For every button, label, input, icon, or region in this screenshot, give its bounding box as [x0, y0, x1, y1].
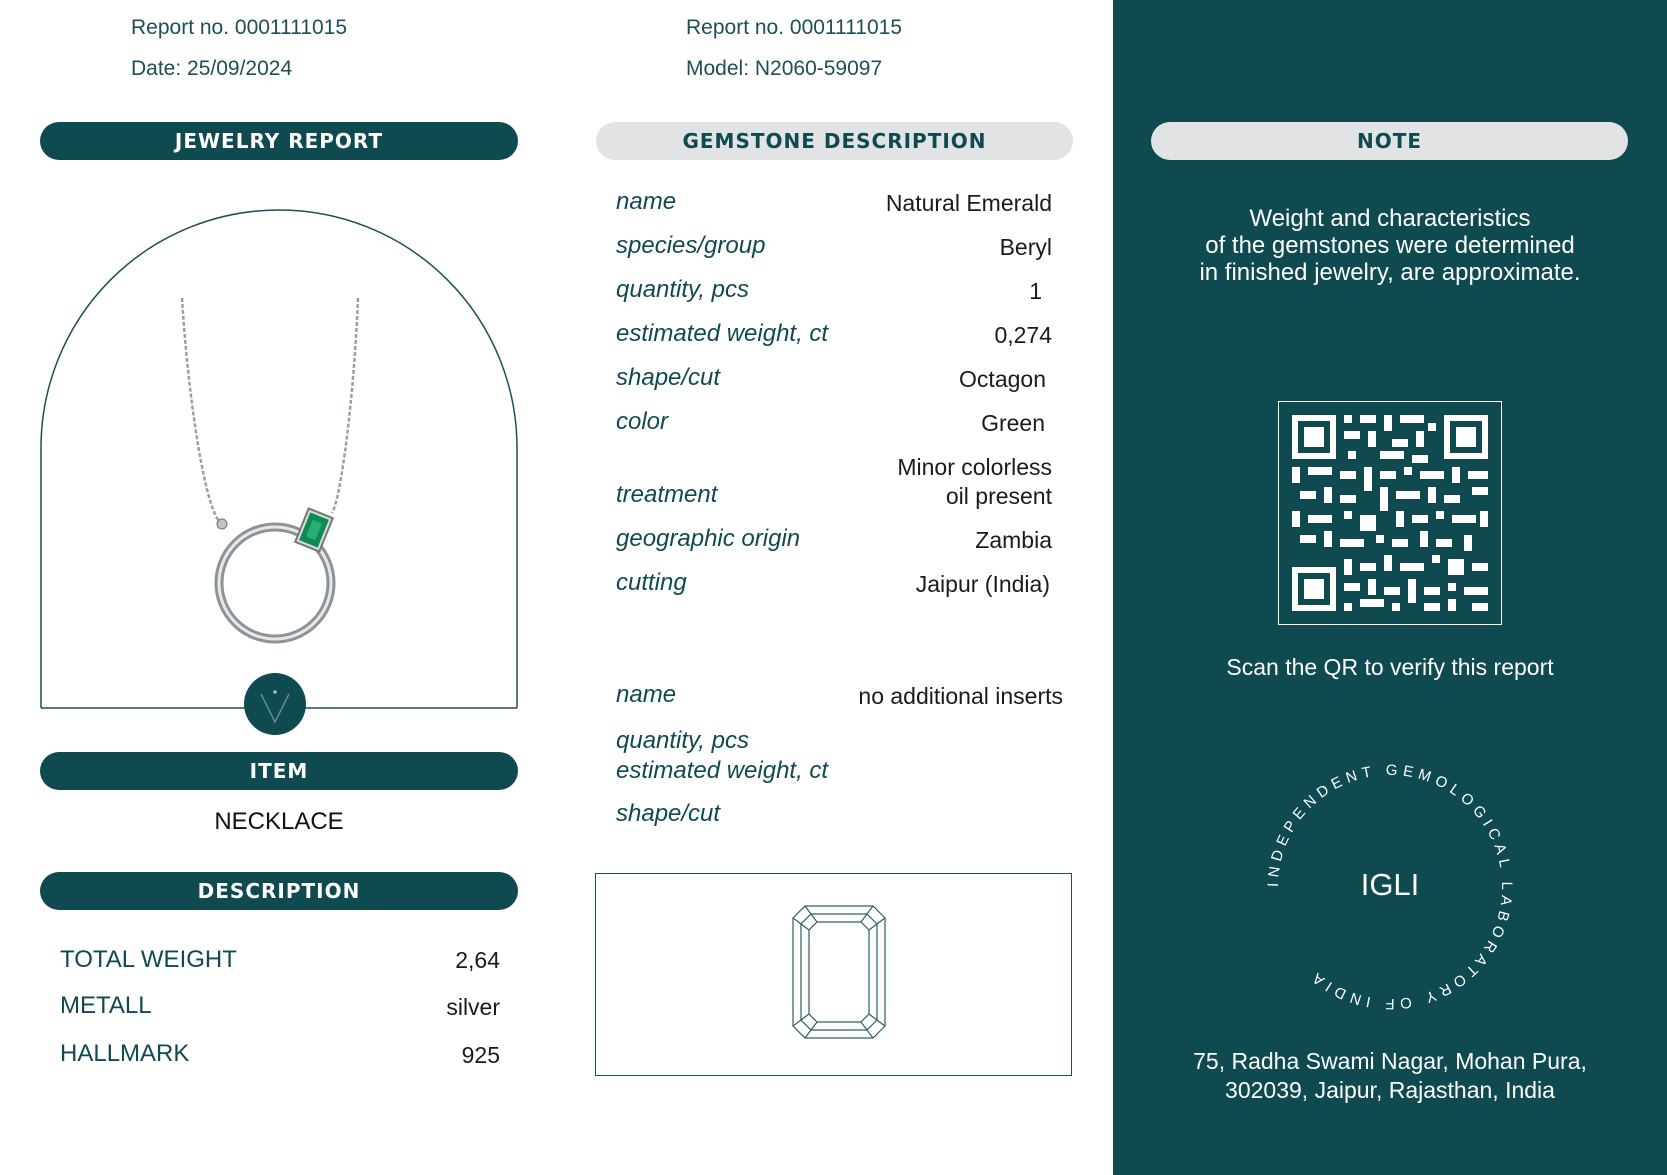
- color-label: color: [616, 408, 669, 435]
- species-label: species/group: [616, 232, 766, 259]
- origin-label: geographic origin: [616, 525, 801, 552]
- note-line-1: Weight and characteristics: [1249, 205, 1531, 232]
- report-date: Date: 25/09/2024: [131, 57, 293, 80]
- additional-name-value: no additional inserts: [858, 683, 1063, 709]
- total-weight-label: TOTAL WEIGHT: [60, 946, 237, 973]
- hallmark-value: 925: [461, 1042, 500, 1068]
- species-value: Beryl: [999, 234, 1052, 260]
- item-value: NECKLACE: [214, 808, 344, 835]
- treatment-value-line1: Minor colorless: [897, 454, 1052, 480]
- gem-name-value: Natural Emerald: [885, 190, 1052, 216]
- note-line-3: in finished jewelry, are approximate.: [1199, 259, 1581, 286]
- report-number: Report no. 0001111015: [131, 16, 348, 39]
- note-panel: [1113, 0, 1667, 1175]
- cutting-label: cutting: [616, 569, 687, 596]
- item-header: ITEM: [40, 752, 518, 790]
- hallmark-label: HALLMARK: [60, 1040, 190, 1067]
- shape-label: shape/cut: [616, 364, 721, 391]
- additional-name-label: name: [616, 681, 677, 708]
- gem-name-label: name: [616, 188, 677, 215]
- igli-seal-icon: [1255, 752, 1525, 1022]
- note-header: NOTE: [1151, 122, 1628, 160]
- treatment-label: treatment: [616, 481, 718, 508]
- qr-code[interactable]: [1278, 401, 1502, 625]
- seal-center-text: IGLI: [1360, 867, 1420, 902]
- qr-caption: Scan the QR to verify this report: [1226, 654, 1554, 680]
- necklace-image: [36, 198, 523, 738]
- octagon-cut-diagram: [791, 904, 887, 1040]
- gemstone-description-header: GEMSTONE DESCRIPTION: [596, 122, 1073, 160]
- seal-ring-text: INDEPENDENT GEMOLOGICAL LABORATORY OF INDIA: [1264, 761, 1516, 1013]
- report-number-mid: Report no. 0001111015: [686, 16, 903, 39]
- metall-value: silver: [446, 994, 500, 1020]
- cutting-value: Jaipur (India): [915, 571, 1050, 597]
- jewelry-report-header: JEWELRY REPORT: [40, 122, 518, 160]
- address-line-2: 302039, Jaipur, Rajasthan, India: [1225, 1077, 1555, 1103]
- quantity-value: 1: [1029, 278, 1042, 304]
- additional-quantity-label: quantity, pcs: [616, 727, 749, 754]
- origin-value: Zambia: [975, 527, 1052, 553]
- description-header: DESCRIPTION: [40, 872, 518, 910]
- note-line-2: of the gemstones were determined: [1205, 232, 1575, 259]
- quantity-label: quantity, pcs: [616, 276, 749, 303]
- total-weight-value: 2,64: [455, 947, 500, 973]
- treatment-value-line2: oil present: [945, 483, 1052, 509]
- weight-value: 0,274: [994, 322, 1052, 348]
- brand-logo-icon: [243, 672, 307, 736]
- metall-label: METALL: [60, 992, 152, 1019]
- additional-weight-label: estimated weight, ct: [616, 757, 829, 784]
- model-number: Model: N2060-59097: [686, 57, 883, 80]
- address-line-1: 75, Radha Swami Nagar, Mohan Pura,: [1193, 1048, 1587, 1074]
- color-value: Green: [981, 410, 1045, 436]
- shape-value: Octagon: [959, 366, 1046, 392]
- additional-shape-label: shape/cut: [616, 800, 721, 827]
- cut-diagram-box: [595, 873, 1072, 1076]
- weight-label: estimated weight, ct: [616, 320, 829, 347]
